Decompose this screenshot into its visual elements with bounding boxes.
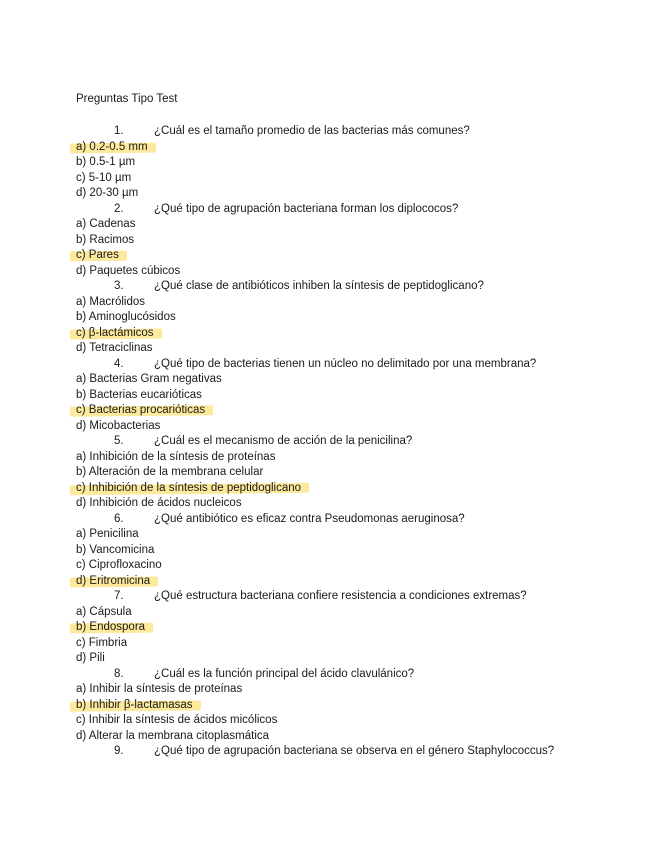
question-number: 5. (114, 435, 124, 447)
question-1 (114, 124, 470, 138)
question-text: ¿Qué tipo de agrupación bacteriana se observa en el género Staphylococcus? (154, 745, 555, 757)
answer-text: b) 0.5-1 µm (76, 156, 136, 168)
answer-option (76, 233, 134, 247)
answer-option (76, 729, 269, 743)
answer-option (76, 465, 263, 479)
question-text: ¿Cuál es la función principal del ácido clavulánico? (154, 667, 415, 680)
highlighted-answer: c) Pares (76, 249, 119, 261)
answer-option (76, 388, 202, 402)
answer-option (76, 310, 176, 324)
answer-text: d) Paquetes cúbicos (76, 264, 181, 277)
answer-text: a) Inhibición de la síntesis de proteínas (76, 450, 276, 463)
question-7 (114, 589, 527, 603)
answer-option (76, 295, 145, 309)
answer-option (76, 171, 131, 185)
question-text: ¿Cuál es el mecanismo de acción de la penicilina? (154, 435, 413, 447)
question-text: ¿Qué estructura bacteriana confiere resistencia a condiciones extremas? (154, 590, 527, 602)
question-5 (114, 434, 412, 448)
answer-option (76, 713, 277, 727)
question-text: ¿Qué tipo de bacterias tienen un núcleo no delimitado por una membrana? (154, 357, 537, 370)
question-2 (114, 202, 458, 216)
answer-option (76, 543, 154, 557)
answer-text: b) Alteración de la membrana celular (76, 466, 264, 478)
question-text: ¿Qué tipo de agrupación bacteriana forman los diplococos? (154, 202, 459, 215)
question-6 (114, 512, 465, 526)
highlighted-answer: b) Inhibir β-lactamasas (76, 698, 193, 711)
answer-text: a) Bacterias Gram negativas (76, 373, 222, 385)
answer-option (76, 140, 148, 154)
answer-option (76, 636, 127, 650)
question-number: 7. (114, 590, 124, 602)
answer-option (76, 450, 275, 464)
answer-option (76, 682, 242, 696)
answer-option (76, 605, 132, 619)
answer-option (76, 620, 145, 634)
answer-option (76, 155, 135, 169)
answer-text: d) Inhibición de ácidos nucleicos (76, 497, 242, 509)
answer-option (76, 341, 153, 355)
answer-option (76, 651, 105, 665)
answer-text: d) Micobacterias (76, 419, 161, 432)
answer-text: a) Penicilina (76, 528, 139, 540)
answer-option (76, 372, 222, 386)
answer-option (76, 419, 160, 433)
answer-option (76, 496, 242, 510)
answer-option (76, 326, 154, 340)
question-number: 8. (114, 667, 124, 680)
highlighted-answer: b) Endospora (76, 621, 146, 633)
answer-text: a) Cadenas (76, 218, 136, 230)
answer-text: b) Racimos (76, 233, 135, 246)
answer-option (76, 403, 205, 417)
question-3 (114, 279, 484, 293)
question-number: 9. (114, 745, 124, 757)
question-text: ¿Qué clase de antibióticos inhiben la síntesis de peptidoglicano? (154, 280, 484, 292)
answer-option (76, 527, 139, 541)
answer-text: b) Bacterias eucarióticas (76, 388, 202, 401)
question-9 (114, 744, 554, 758)
highlighted-answer: c) Inhibición de la síntesis de peptidoglicano (76, 481, 302, 494)
question-number: 1. (114, 125, 124, 137)
highlighted-answer: c) Bacterias procarióticas (76, 404, 206, 416)
answer-option (76, 217, 135, 231)
question-text: ¿Qué antibiótico es eficaz contra Pseudomonas aeruginosa? (154, 512, 465, 525)
answer-option (76, 558, 162, 572)
answer-text: b) Aminoglucósidos (76, 311, 176, 323)
answer-text: d) Pili (76, 652, 105, 664)
question-number: 4. (114, 357, 124, 370)
question-8 (114, 667, 414, 681)
answer-text: c) Inhibir la síntesis de ácidos micólicos (76, 714, 278, 726)
answer-text: a) Inhibir la síntesis de proteínas (76, 683, 243, 695)
question-number: 6. (114, 512, 124, 525)
document-title: Preguntas Tipo Test (76, 93, 178, 105)
highlighted-answer: c) β-lactámicos (76, 326, 154, 339)
highlighted-answer: d) Eritromicina (76, 574, 151, 587)
answer-text: b) Vancomicina (76, 543, 155, 556)
answer-option (76, 186, 138, 200)
answer-option (76, 264, 180, 278)
answer-text: c) Fimbria (76, 636, 128, 649)
answer-option (76, 574, 150, 588)
answer-option (76, 248, 119, 262)
answer-text: d) 20-30 µm (76, 187, 139, 199)
question-number: 2. (114, 202, 124, 215)
highlighted-answer: a) 0.2-0.5 mm (76, 140, 148, 153)
answer-text: d) Alterar la membrana citoplasmática (76, 729, 270, 742)
question-number: 3. (114, 280, 124, 292)
answer-text: a) Cápsula (76, 605, 132, 618)
question-text: ¿Cuál es el tamaño promedio de las bacterias más comunes? (154, 125, 470, 137)
answer-text: c) 5-10 µm (76, 171, 132, 184)
answer-text: d) Tetraciclinas (76, 342, 153, 354)
answer-text: a) Macrólidos (76, 295, 146, 308)
answer-option (76, 481, 301, 495)
question-4 (114, 357, 536, 371)
answer-option (76, 698, 193, 712)
answer-text: c) Ciprofloxacino (76, 559, 162, 571)
